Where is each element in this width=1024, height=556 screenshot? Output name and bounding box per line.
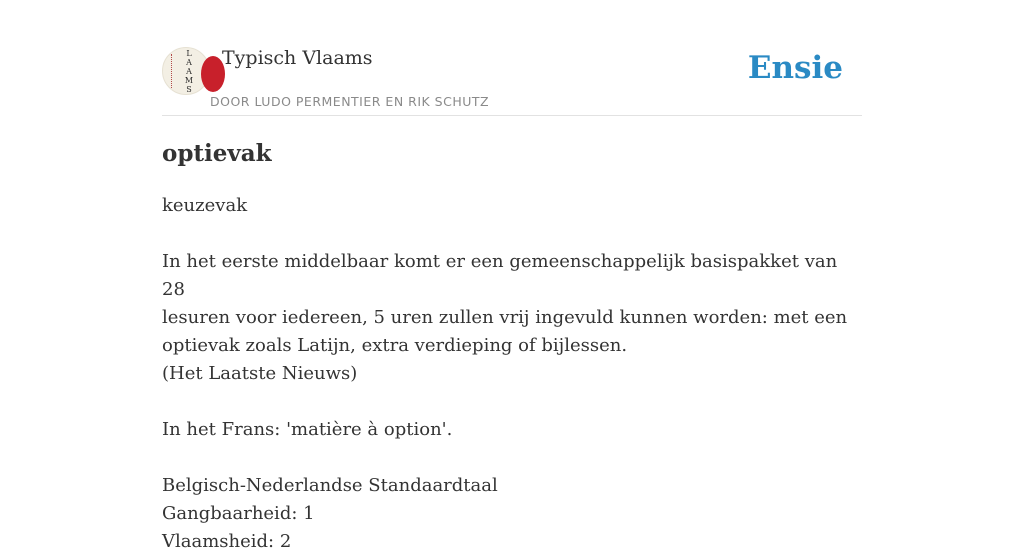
example-line: optievak zoals Latijn, extra verdieping of bijlessen.	[162, 335, 628, 356]
synonym-text: keuzevak	[162, 195, 248, 216]
site-title[interactable]: Typisch Vlaams	[222, 47, 373, 69]
prevalence-text: Gangbaarheid: 1	[162, 503, 315, 524]
language-variant: Belgisch-Nederlandse Standaardtaal	[162, 475, 498, 496]
french-note: In het Frans: 'matière à option'.	[162, 419, 453, 440]
avatar-decoration	[171, 54, 175, 88]
spacer	[162, 220, 862, 248]
brand-logo[interactable]: Ensie	[747, 50, 843, 86]
flemishness-text: Vlaamsheid: 2	[162, 531, 292, 552]
avatar-letters: L A A M S	[184, 49, 194, 94]
entry-content	[162, 136, 862, 556]
example-line: In het eerste middelbaar komt er een gemeenschappelijk basispakket van 28	[162, 251, 838, 300]
site-header	[162, 44, 862, 116]
spacer	[162, 388, 862, 416]
page-title: optievak	[162, 140, 272, 167]
avatar[interactable]	[162, 47, 210, 95]
byline: DOOR LUDO PERMENTIER EN RIK SCHUTZ	[210, 94, 490, 109]
source-text: (Het Laatste Nieuws)	[162, 363, 358, 384]
example-line: lesuren voor iedereen, 5 uren zullen vrij ingevuld kunnen worden: met een	[162, 307, 848, 328]
spacer	[162, 444, 862, 472]
definition-body	[162, 192, 862, 556]
